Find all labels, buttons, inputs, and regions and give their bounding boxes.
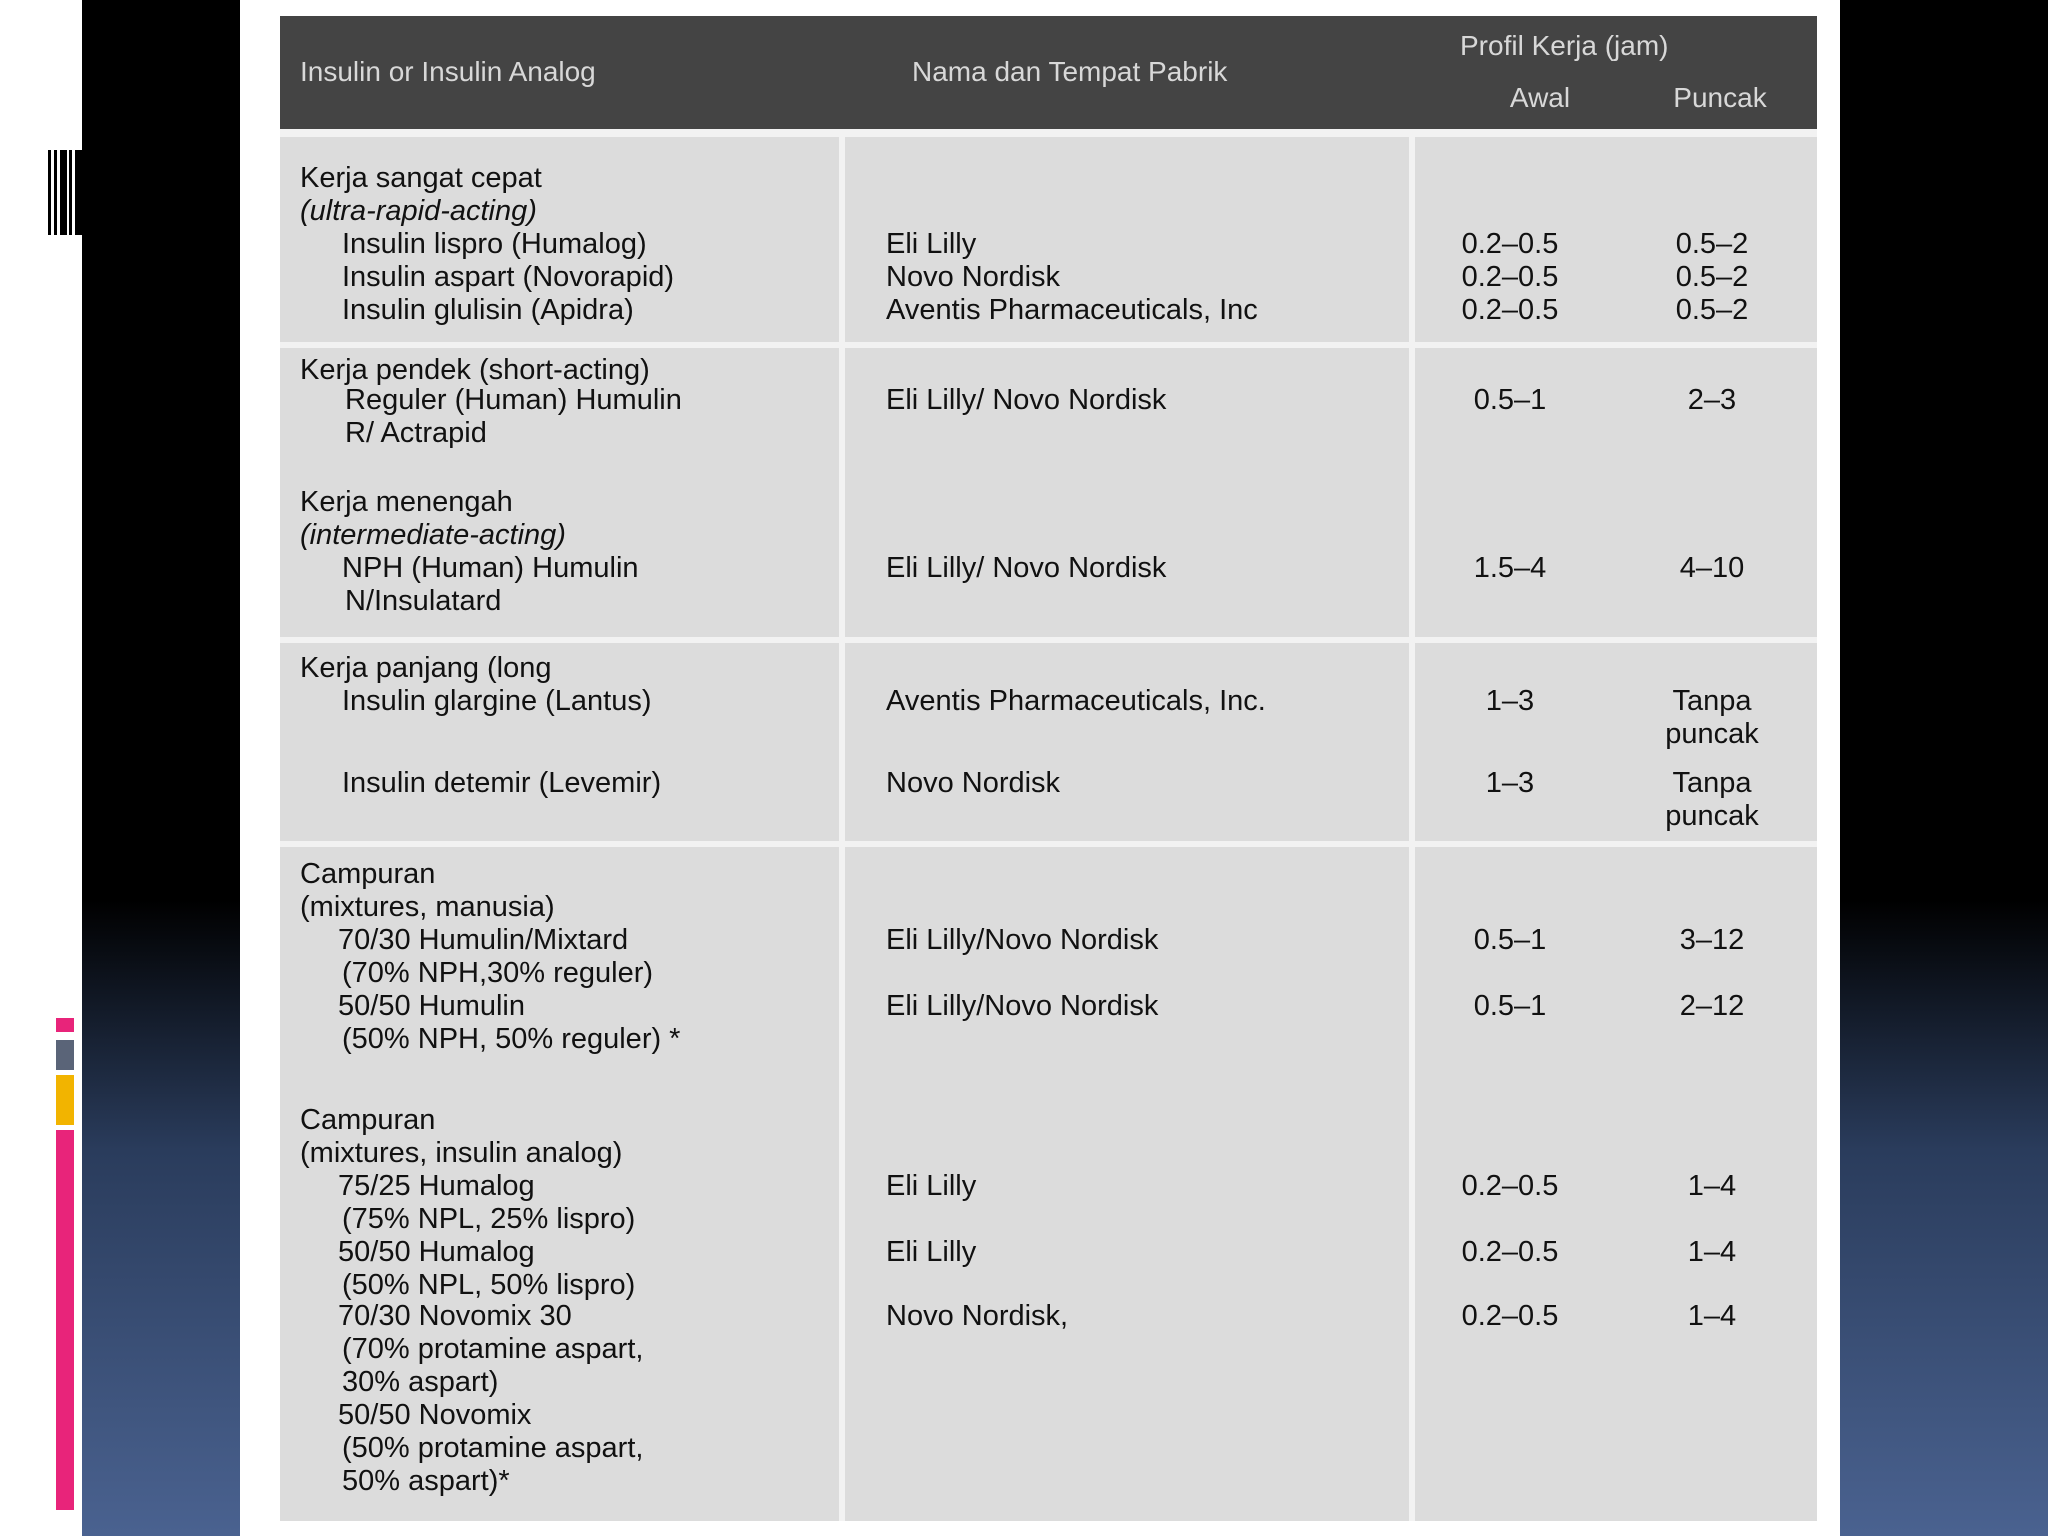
section-subtitle: (intermediate-acting): [300, 519, 566, 551]
insulin-name: NPH (Human) Humulin: [342, 552, 639, 584]
header-puncak: Puncak: [1673, 82, 1767, 113]
peak-value: 4–10: [1679, 552, 1745, 584]
section-title: Kerja menengah: [300, 486, 513, 518]
row-divider: [280, 841, 1817, 847]
insulin-name: 70/30 Novomix 30: [338, 1300, 572, 1332]
manufacturer: Novo Nordisk: [886, 261, 1061, 293]
insulin-name: Insulin aspart (Novorapid): [342, 261, 675, 293]
section-title: Kerja sangat cepat: [300, 162, 542, 194]
peak-value: 2–12: [1679, 990, 1745, 1022]
onset-value: 0.2–0.5: [1461, 1236, 1559, 1268]
manufacturer: Eli Lilly/ Novo Nordisk: [886, 552, 1167, 584]
manufacturer: Eli Lilly/Novo Nordisk: [886, 924, 1159, 956]
insulin-name: 70/30 Humulin/Mixtard: [338, 924, 629, 956]
onset-value: 0.5–1: [1473, 990, 1547, 1022]
peak-value: 1–4: [1687, 1170, 1737, 1202]
insulin-name: 50/50 Novomix: [338, 1399, 532, 1431]
insulin-name-cont: R/ Actrapid: [345, 417, 487, 449]
onset-value: 0.5–1: [1473, 384, 1547, 416]
insulin-name-cont: (50% NPL, 50% lispro): [342, 1269, 636, 1301]
onset-value: 0.2–0.5: [1461, 1300, 1559, 1332]
header-gap: [280, 129, 1817, 137]
onset-value: 1.5–4: [1473, 552, 1547, 584]
insulin-name: 50/50 Humalog: [338, 1236, 535, 1268]
header-manufacturer: Nama dan Tempat Pabrik: [912, 56, 1228, 87]
manufacturer: Aventis Pharmaceuticals, Inc: [886, 294, 1258, 326]
manufacturer: Eli Lilly: [886, 1236, 977, 1268]
peak-value: 0.5–2: [1675, 228, 1749, 260]
peak-value: 2–3: [1687, 384, 1737, 416]
manufacturer: Aventis Pharmaceuticals, Inc.: [886, 685, 1266, 717]
onset-value: 0.2–0.5: [1461, 1170, 1559, 1202]
section-subtitle: (mixtures, insulin analog): [300, 1137, 623, 1169]
accent-bar-gray: [56, 1040, 74, 1070]
insulin-name-cont: (50% NPH, 50% reguler) *: [342, 1023, 681, 1055]
section-title: Kerja panjang (long: [300, 652, 552, 684]
insulin-name-cont: 30% aspart): [342, 1366, 499, 1398]
peak-value-cont: puncak: [1665, 718, 1759, 750]
insulin-name-cont: N/Insulatard: [345, 585, 502, 617]
insulin-name-cont: (70% protamine aspart,: [342, 1333, 644, 1365]
insulin-name-cont: (75% NPL, 25% lispro): [342, 1203, 636, 1235]
section-subtitle: (mixtures, manusia): [300, 891, 555, 923]
row-divider: [280, 342, 1817, 348]
header-awal: Awal: [1509, 82, 1571, 113]
insulin-name-cont: 50% aspart)*: [342, 1465, 510, 1497]
row-divider: [280, 637, 1817, 643]
insulin-name-cont: (50% protamine aspart,: [342, 1432, 644, 1464]
manufacturer: Eli Lilly: [886, 1170, 977, 1202]
section-subtitle: (ultra-rapid-acting): [300, 195, 537, 227]
manufacturer: Eli Lilly/Novo Nordisk: [886, 990, 1159, 1022]
manufacturer: Novo Nordisk,: [886, 1300, 1069, 1332]
insulin-name-cont: (70% NPH,30% reguler): [342, 957, 654, 989]
accent-bar-pink-top: [56, 1018, 74, 1032]
onset-value: 0.2–0.5: [1461, 228, 1559, 260]
insulin-name: Reguler (Human) Humulin: [345, 384, 682, 416]
insulin-name: Insulin detemir (Levemir): [342, 767, 662, 799]
onset-value: 1–3: [1485, 685, 1535, 717]
onset-value: 1–3: [1485, 767, 1535, 799]
manufacturer: Novo Nordisk: [886, 767, 1061, 799]
header-profile: Profil Kerja (jam): [1460, 30, 1669, 61]
onset-value: 0.2–0.5: [1461, 261, 1559, 293]
peak-value: 1–4: [1687, 1236, 1737, 1268]
section-title: Campuran: [300, 1104, 436, 1136]
peak-value: 0.5–2: [1675, 294, 1749, 326]
insulin-table: [280, 16, 1817, 1521]
section-title: Campuran: [300, 858, 436, 890]
insulin-name: 50/50 Humulin: [338, 990, 525, 1022]
accent-bar-pink: [56, 1130, 74, 1510]
decorative-lines-icon: [48, 150, 82, 235]
peak-value: Tanpa: [1672, 767, 1752, 799]
peak-value: 3–12: [1679, 924, 1745, 956]
onset-value: 0.2–0.5: [1461, 294, 1559, 326]
insulin-name: Insulin glargine (Lantus): [342, 685, 652, 717]
onset-value: 0.5–1: [1473, 924, 1547, 956]
table-header: [280, 16, 1817, 129]
insulin-name: 75/25 Humalog: [338, 1170, 535, 1202]
insulin-name: Insulin lispro (Humalog): [342, 228, 647, 260]
peak-value: 1–4: [1687, 1300, 1737, 1332]
accent-bar-orange: [56, 1075, 74, 1125]
peak-value: 0.5–2: [1675, 261, 1749, 293]
insulin-name: Insulin glulisin (Apidra): [342, 294, 634, 326]
peak-value: Tanpa: [1672, 685, 1752, 717]
manufacturer: Eli Lilly/ Novo Nordisk: [886, 384, 1167, 416]
section-title: Kerja pendek (short-acting): [300, 354, 650, 386]
manufacturer: Eli Lilly: [886, 228, 977, 260]
header-insulin: Insulin or Insulin Analog: [300, 56, 596, 87]
peak-value-cont: puncak: [1665, 800, 1759, 832]
